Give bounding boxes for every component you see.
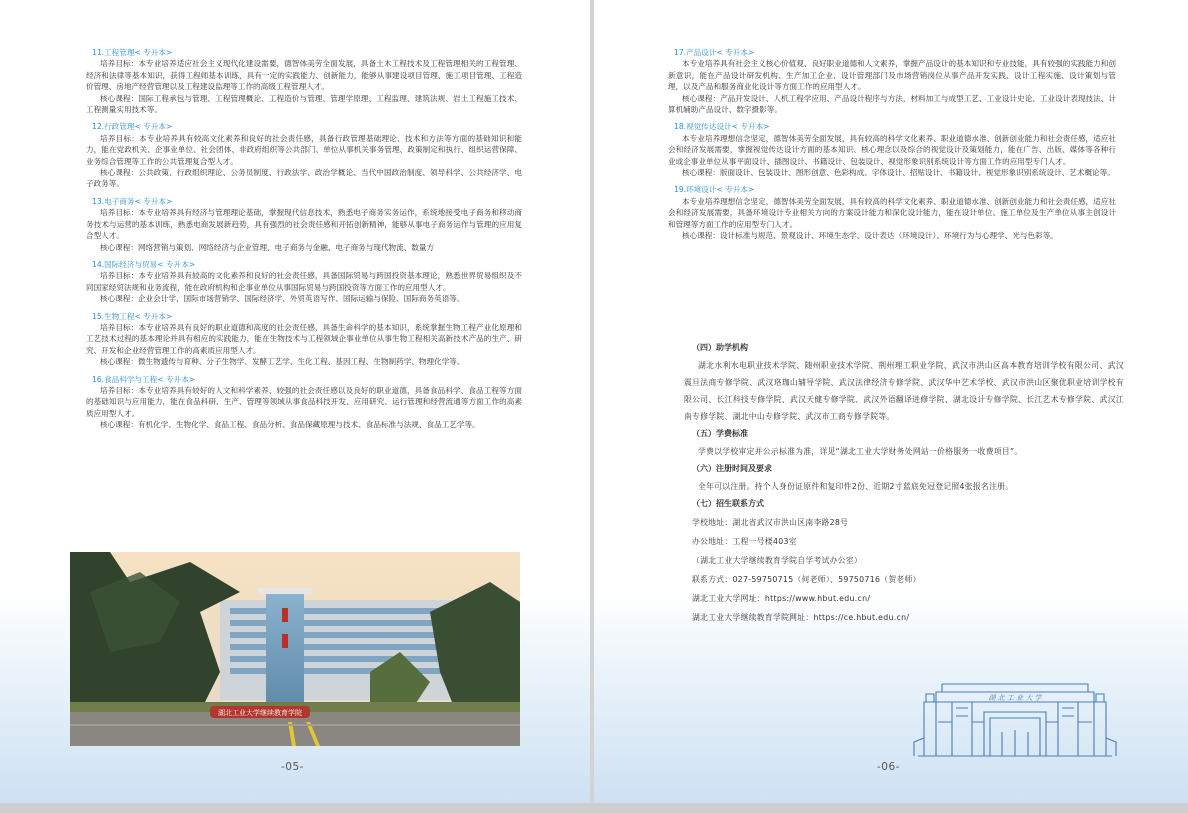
registration-title: （六）注册时间及要求 xyxy=(692,464,772,473)
section-courses-text: 核心课程：国际工程承包与管理、工程管理概论、工程造价与管理、管理学原理、工程监理、建筑法规、岩土工程施工技术、工程测量实用技术等。 xyxy=(86,93,522,115)
section-objective-text: 本专业培养具有社会主义核心价值观、良好职业道德和人文素养，掌握产品设计的基本知识和专业技能，具有较强的实践能力和创新意识，能在产品设计研发机构、生产加工企业、设计管理部门及市场营销岗位从事产品开发实践、设计工程实施、设计策划与管理，以及产品和服务商业化设计等方面工作的应用型人才。 xyxy=(668,59,1116,92)
campus-photo xyxy=(70,552,520,746)
left-page xyxy=(0,0,590,803)
section-title: 12.行政管理< 专升本> xyxy=(92,122,173,132)
page-number-right: -06- xyxy=(877,761,900,773)
section-courses-text: 核心课程：企业会计学、国际市场营销学、国际经济学、外贸英语写作、国际运输与保险、国际商务英语等。 xyxy=(100,294,465,304)
section-title: 18.视觉传达设计< 专升本> xyxy=(674,122,770,132)
section-courses-text: 核心课程：公共政策、行政组织理论、公务员制度、行政法学、政治学概论、当代中国政治制度、领导科学、公共经济学、电子政务等。 xyxy=(86,168,522,189)
section-objective-text: 本专业培养理想信念坚定，德智体美劳全面发展，具有较高的科学文化素养、职业道德水准、创新创业能力和社会责任感，适应社会和经济发展需要，掌握视觉传达设计方面的基本知识、核心理念以及综合的视觉设计及策划能力，能在广告、出版、媒体等各种行业或企事业单位从事平面设计、插图设计、书籍设计、包装设计、视觉形象识别系统设计等方面工作的应用型专门人才。 xyxy=(668,133,1116,166)
section-title: 17.产品设计< 专升本> xyxy=(674,48,755,57)
left-page-text xyxy=(86,47,522,437)
assist-title: （四）助学机构 xyxy=(692,343,748,352)
contact-line: 联系方式：027-59750715（何老师）、59750716（贺老师） xyxy=(692,575,921,584)
section-courses-text: 核心课程：版面设计、包装设计、图形创意、色彩构成、字体设计、招贴设计、书籍设计、视觉形象识别系统设计、艺术概论等。 xyxy=(682,168,1115,178)
university-gate-drawing xyxy=(912,672,1118,758)
section-objective-text: 培养目标：本专业培养具有较高的文化素养和良好的社会责任感，具备国际贸易与跨国投资基本理论，熟悉世界贸易组织及不同国家经贸法规和业务流程，能在政府机构和企事业单位从事国际贸易与跨国投资等方面工作的应用型人才。 xyxy=(86,271,522,292)
section-title: 19.环境设计< 专升本> xyxy=(674,185,755,195)
section-title: 15.生物工程< 专升本> xyxy=(92,311,173,321)
section-courses-text: 核心课程：产品开发设计、人机工程学应用、产品设计程序与方法，材料加工与成型工艺、工业设计史论、工业设计表现技法、计算机辅助产品设计、数字摄影等。 xyxy=(668,93,1116,115)
section-objective-text: 培养目标：本专业培养具有较高文化素养和良好的社会责任感，具备行政管理基础理论、技术和方法等方面的基础知识和能力，能在党政机关、企事业单位、社会团体、非政府组织等公共部门、单位从事机关事务管理、政策制定和执行、组织运营保障、业务综合管理等工作的公共管理复合型人才。 xyxy=(86,133,522,166)
section-title: 14.国际经济与贸易< 专升本> xyxy=(92,259,196,269)
contact-line: 办公地址：工程一号楼403室 xyxy=(692,537,797,546)
section-title: 16.食品科学与工程< 专升本> xyxy=(92,374,196,384)
gate-sign-text: 湖 北 工 业 大 学 xyxy=(988,694,1042,702)
section-objective-text: 培养目标：本专业培养适应社会主义现代化建设需要，德智体美劳全面发展，具备土木工程技术及工程管理相关的工程管理、经济和法律等基本知识，获得工程师基本训练，具有一定的实践能力、创新能力，能够从事建设项目管理、施工项目管理、工程造价管理、房地产经营管理以及工程建设监理等工作的高级工程管理人才。 xyxy=(86,59,522,92)
campus-building-illustration xyxy=(70,552,520,746)
right-page-text xyxy=(668,47,1116,248)
photo-sign-text: 湖北工业大学继续教育学院 xyxy=(218,709,302,717)
section-title: 13.电子商务< 专升本> xyxy=(92,196,173,206)
contact-line: （湖北工业大学继续教育学院自学考试办公室） xyxy=(692,556,863,565)
section-objective-text: 培养目标：本专业培养具有较好的人文和科学素养、较强的社会责任感以及良好的职业道德，具备食品科学、食品工程等方面的基础知识与应用能力，能在食品科研、生产、管理等领域从事食品科技开发、应用研究、运行管理和经营流通等方面工作的高素质应用型人才。 xyxy=(86,385,522,418)
section-courses-text: 核心课程：设计标准与规范、景观设计、环境生态学、设计表达（环境设计）、环境行为与心理学、光与色彩等。 xyxy=(682,231,1058,241)
page-number-left: -05- xyxy=(281,761,304,773)
section-title: 11.工程管理< 专升本> xyxy=(92,48,173,57)
fee-text: 学费以学校审定并公示标准为准，详见“湖北工业大学财务处网站一价格服务一收费项目”。 xyxy=(698,447,1023,456)
assist-text: 湖北水利水电职业技术学院、随州职业技术学院、荆州理工职业学院、武汉市洪山区高本教育培训学校有限公司、武汉震旦法商专修学院、武汉珞珈山辅导学院、武汉法律经济专修学院、武汉华中艺术学校、武汉市洪山区聚优职业培训学校有限公司、长江科技专修学院、武汉天健专修学院、武汉外语翻译进修学院、湖北设计专修学院、长江艺术专修学院、武汉江南专修学院、湖北中山专修学院、武汉市工商专修学院等。 xyxy=(684,361,1124,421)
section-objective-text: 本专业培养理想信念坚定，德智体美劳全面发展，具有较高的科学文化素养、职业道德水准、创新创业能力和社会责任感，适应社会和经济发展需要，具备环境设计专业相关方向的方案设计能力和深化设计能力，能在设计单位、施工单位及生产单位从事主创设计和管理等方面工作的应用型专门人才。 xyxy=(668,196,1116,229)
enrollment-info xyxy=(684,339,1124,627)
contact-line: 学校地址：湖北省武汉市洪山区南李路28号 xyxy=(692,518,849,527)
section-courses-text: 核心课程：网络营销与策划、网络经济与企业管理、电子商务与金融、电子商务与现代物流、数量方 xyxy=(100,242,435,252)
contact-title: （七）招生联系方式 xyxy=(692,499,764,508)
contact-line[interactable]: 湖北工业大学网址：https://www.hbut.edu.cn/ xyxy=(692,594,871,603)
fee-title: （五）学费标准 xyxy=(692,429,748,438)
viewer-bottom-bar xyxy=(0,803,1188,813)
contact-line[interactable]: 湖北工业大学继续教育学院网址：https://ce.hbut.edu.cn/ xyxy=(692,613,910,622)
section-objective-text: 培养目标：本专业培养具有经济与管理理论基础，掌握现代信息技术，熟悉电子商务实务运作，系统地接受电子商务和移动商务技术与运营的基本训练，熟悉电商发展新趋势，具有强烈的社会责任感和开拓创新精神，能够从事电子商务运作与管理的应用复合型人才。 xyxy=(86,208,522,241)
section-objective-text: 培养目标：本专业培养具有良好的职业道德和高度的社会责任感，具备生命科学的基本知识，系统掌握生物工程产业化原理和工艺技术过程的基本理论并具有相应的实践能力，能在生物技术与工程领域企事业单位从事生物工程相关高新技术产品的生产、研究、开发和企业经营管理工作的高素质应用型人才。 xyxy=(86,322,522,355)
registration-text: 全年可以注册。持个人身份证原件和复印件2份、近期2寸蓝底免冠登记照4张报名注册。 xyxy=(698,482,1014,491)
section-courses-text: 核心课程：微生物遗传与育种、分子生物学、发酵工艺学、生化工程、基因工程、生物制药学、物理化学等。 xyxy=(100,357,465,367)
section-courses-text: 核心课程：有机化学、生物化学、食品工程、食品分析、食品保藏原理与技术、食品标准与法规、食品工艺学等。 xyxy=(100,420,480,430)
